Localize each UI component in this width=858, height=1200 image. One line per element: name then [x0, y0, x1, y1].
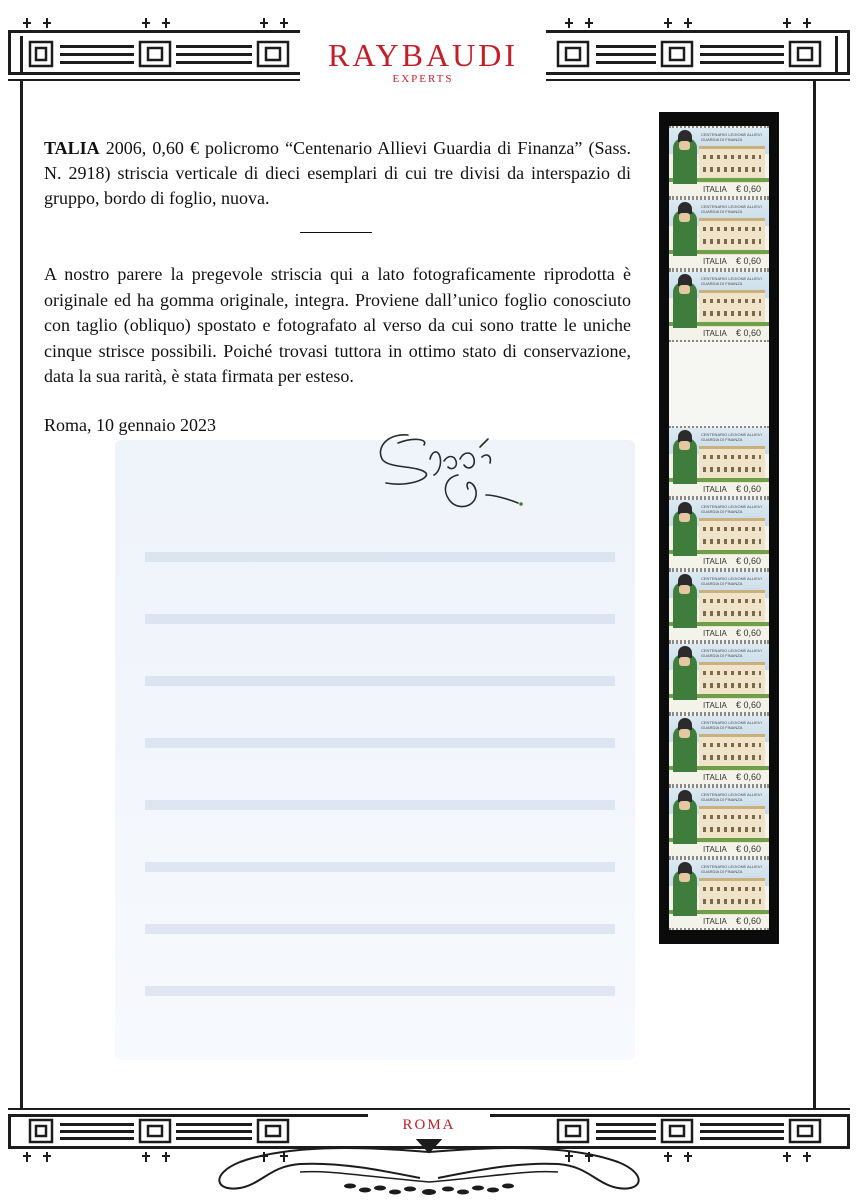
stamp-country: ITALIA [703, 485, 727, 494]
footer-city: ROMA [368, 1116, 490, 1134]
stamp-country: ITALIA [703, 629, 727, 638]
stamp-3 [669, 270, 769, 342]
finial-icon [23, 1152, 811, 1162]
stamp-description [44, 136, 631, 211]
stamp-top-text: CENTENARIO LEGIONE ALLIEVI GUARDIA DI FINANZA [701, 648, 762, 658]
stamp-6 [669, 570, 769, 642]
stamp-1 [669, 126, 769, 198]
left-frame-line [20, 80, 23, 1110]
stamp-country: ITALIA [703, 845, 727, 854]
laurel-leaves-icon [344, 1184, 514, 1196]
country-name: TALIA [44, 138, 100, 158]
stamp-8 [669, 714, 769, 786]
stamp-value: € 0,60 [735, 184, 761, 194]
stamp-top-text: CENTENARIO LEGIONE ALLIEVI GUARDIA DI FINANZA [701, 432, 762, 442]
stamp-value: € 0,60 [735, 772, 761, 782]
gutter-interspace [669, 342, 769, 426]
stamp-value: € 0,60 [735, 916, 761, 926]
reverse-bleed-lines [145, 500, 615, 1020]
stamp-top-text: CENTENARIO LEGIONE ALLIEVI GUARDIA DI FINANZA [701, 576, 762, 586]
stamp-value: € 0,60 [735, 256, 761, 266]
stamp-top-text: CENTENARIO LEGIONE ALLIEVI GUARDIA DI FINANZA [701, 276, 762, 286]
stamp-5 [669, 498, 769, 570]
brand-name: RAYBAUDI [328, 37, 518, 73]
stamp-top-text: CENTENARIO LEGIONE ALLIEVI GUARDIA DI FINANZA [701, 504, 762, 514]
brand-header [300, 37, 546, 85]
finial-icon [23, 18, 811, 28]
stamp-country: ITALIA [703, 257, 727, 266]
stamp-top-text: CENTENARIO LEGIONE ALLIEVI GUARDIA DI FINANZA [701, 720, 762, 730]
stamp-country: ITALIA [703, 701, 727, 710]
expert-opinion: A nostro parere la pregevole striscia qui a lato fotograficamente riprodotta è originale ed ha gomma originale, integra. Proviene dall’unico foglio conosciuto con taglio (obliquo) spostato e fotografato al verso da cui sono tratte le uniche cinque strisce possibili. Poiché trovasi tuttora in ottimo stato di conservazione, data la sua rarità, è stata firmata per esteso. [44, 264, 631, 386]
stamp-value: € 0,60 [735, 556, 761, 566]
stamp-country: ITALIA [703, 185, 727, 194]
right-frame-line [813, 80, 816, 1110]
stamp-10 [669, 858, 769, 930]
stamp-value: € 0,60 [735, 484, 761, 494]
place-date: Roma, 10 gennaio 2023 [44, 415, 216, 435]
stamp-country: ITALIA [703, 917, 727, 926]
stamp-9 [669, 786, 769, 858]
stamp-country: ITALIA [703, 329, 727, 338]
stamp-value: € 0,60 [735, 628, 761, 638]
description-text: 2006, 0,60 € policromo “Centenario Allievi Guardia di Finanza” (Sass. N. 2918) striscia verticale di dieci esemplari di cui tre divisi da interspazio di gruppo, bordo di foglio, nuova. [44, 138, 631, 208]
stamp-top-text: CENTENARIO LEGIONE ALLIEVI GUARDIA DI FINANZA [701, 132, 762, 142]
section-divider [300, 232, 372, 233]
stamp-country: ITALIA [703, 773, 727, 782]
stamp-value: € 0,60 [735, 328, 761, 338]
stamp-4 [669, 426, 769, 498]
stamp-2 [669, 198, 769, 270]
stamp-7 [669, 642, 769, 714]
stamp-country: ITALIA [703, 557, 727, 566]
stamp-strip-photo [659, 112, 779, 944]
brand-subtitle: EXPERTS [392, 73, 454, 85]
stamp-value: € 0,60 [735, 844, 761, 854]
stamp-top-text: CENTENARIO LEGIONE ALLIEVI GUARDIA DI FINANZA [701, 864, 762, 874]
stamp-top-text: CENTENARIO LEGIONE ALLIEVI GUARDIA DI FINANZA [701, 204, 762, 214]
stamp-value: € 0,60 [735, 700, 761, 710]
signature-icon [368, 425, 538, 515]
stamp-top-text: CENTENARIO LEGIONE ALLIEVI GUARDIA DI FINANZA [701, 792, 762, 802]
bottom-ornament [0, 1100, 858, 1200]
